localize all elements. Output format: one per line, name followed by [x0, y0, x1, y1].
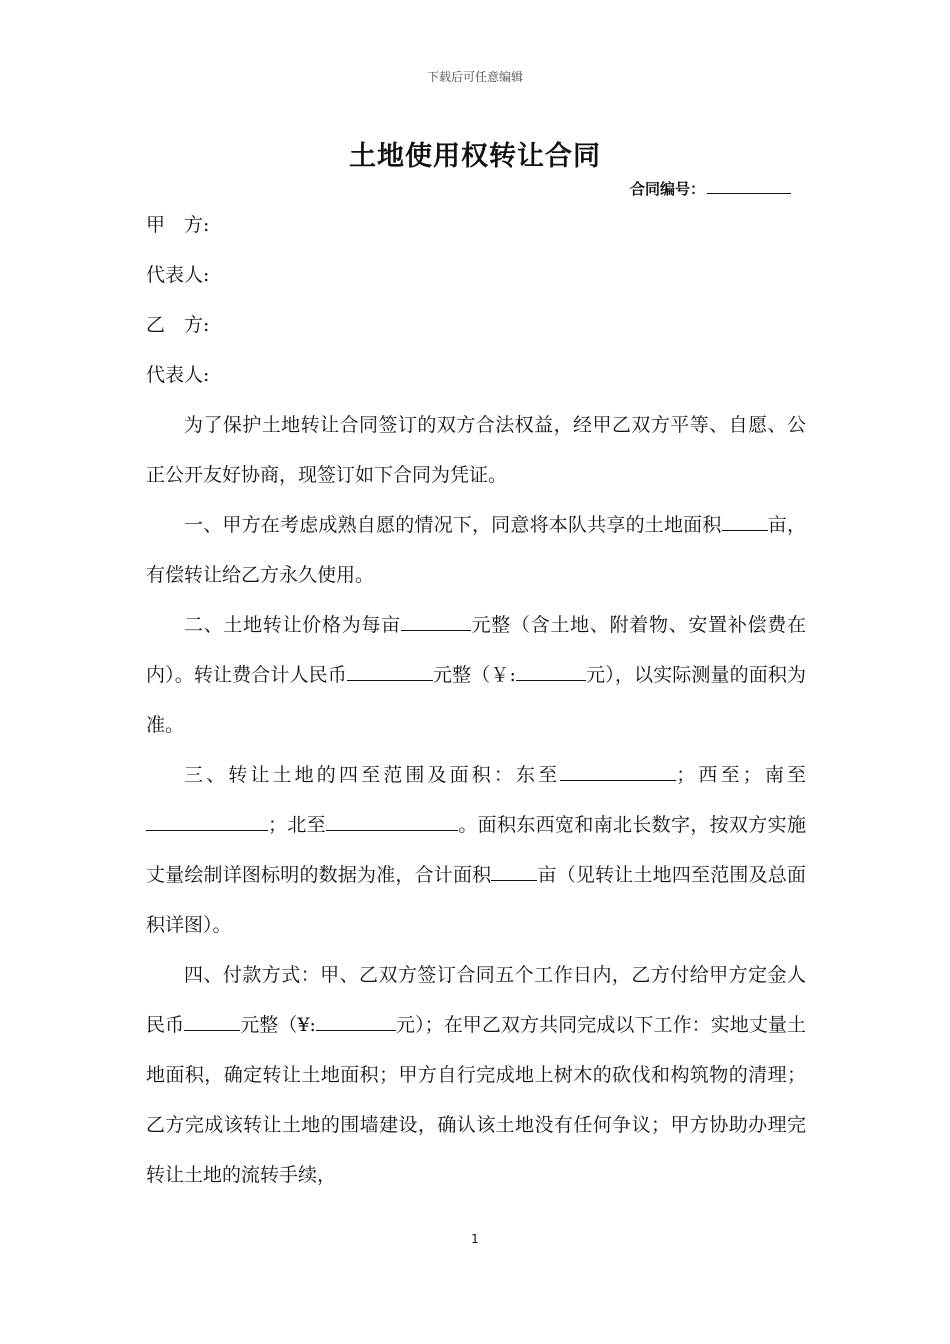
clause-3-text-f: 亩（见转让土地四至范围及总面积详图）。	[146, 864, 806, 936]
party-a-line: 甲 方:	[146, 214, 210, 236]
price-per-mu-blank	[401, 610, 471, 631]
contract-number	[630, 178, 791, 199]
clause-4-text-a: 四、付款方式：甲、乙双方签订合同五个工作日内，乙方付给甲方定金人民币	[146, 964, 806, 1036]
document-title: 土地使用权转让合同	[349, 141, 601, 172]
clause-3	[146, 750, 806, 950]
clause-3-text-c: ；南至	[742, 764, 806, 786]
north-boundary-blank	[326, 810, 458, 831]
east-boundary-blank	[560, 760, 676, 781]
clause-2-text-b: 元整（含土地、附着物、安置补偿费在内）。转让费合计人民币	[146, 614, 806, 686]
total-fee-blank	[347, 660, 433, 681]
clause-1-text-b: 亩，有偿转让给乙方永久使用。	[146, 514, 806, 586]
clause-4	[146, 950, 806, 1200]
contract-number-label: 合同编号：	[630, 180, 706, 198]
intro-paragraph: 为了保护土地转让合同签订的双方合法权益，经甲乙双方平等、自愿、公正公开友好协商，现签订如下合同为凭证。	[146, 414, 806, 486]
clause-2-text-c: 元整（￥:	[432, 664, 516, 686]
total-fee-number-blank	[516, 660, 586, 681]
contract-number-blank	[707, 179, 791, 194]
clause-1	[146, 500, 806, 600]
total-area-blank	[491, 860, 537, 881]
rep-a-line: 代表人:	[146, 264, 210, 286]
area-blank	[722, 510, 768, 531]
clause-2-text-d: 元），以实际测量的面积为准。	[146, 664, 806, 736]
clause-3-text-e: 。面积东西宽和南北长数字，按双方实施丈量绘制详图标明的数据为准，合计面积	[146, 814, 806, 886]
deposit-number-blank	[316, 1010, 396, 1031]
rep-b-line: 代表人:	[146, 364, 210, 386]
south-boundary-blank	[146, 810, 268, 831]
clause-2	[146, 600, 806, 750]
clause-1-text-a: 一、甲方在考虑成熟自愿的情况下，同意将本队共享的土地面积	[184, 514, 722, 536]
header-note: 下载后可任意编辑	[426, 70, 523, 84]
document-body	[146, 200, 806, 1200]
party-b-line: 乙 方:	[146, 314, 210, 336]
page-number: 1	[471, 1232, 479, 1246]
deposit-blank	[184, 1010, 240, 1031]
clause-4-text-b: 元整（¥:	[240, 1014, 316, 1036]
clause-3-text-a: 三、转让土地的四至范围及面积：东至	[184, 764, 561, 786]
clause-3-text-b: ；西至	[676, 764, 743, 786]
clause-4-text-c: 元）；在甲乙双方共同完成以下工作：实地丈量土地面积，确定转让土地面积；甲方自行完成地上树木的砍伐和构筑物的清理；乙方完成该转让土地的围墙建设，确认该土地没有任何争议；甲方协助办理完转让土地的流转手续，	[146, 1014, 806, 1186]
clause-3-text-d: ；北至	[268, 814, 326, 836]
clause-2-text-a: 二、土地转让价格为每亩	[184, 614, 401, 636]
